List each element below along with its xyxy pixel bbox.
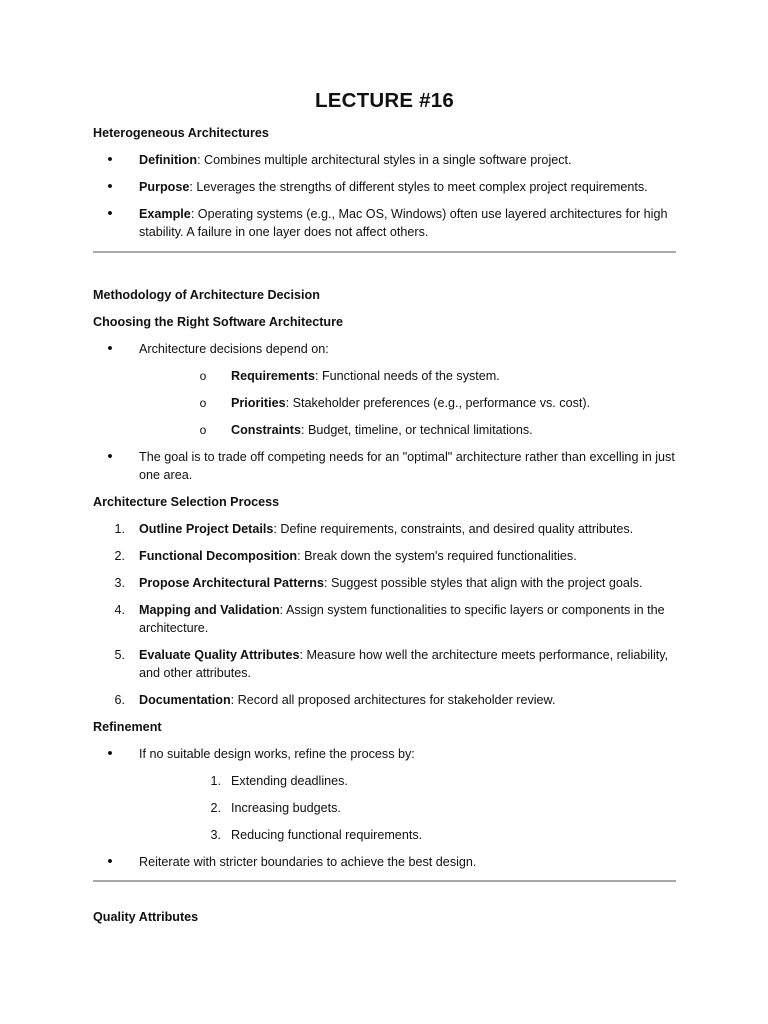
item-term: Priorities — [231, 396, 286, 410]
section-heading-selection: Architecture Selection Process — [93, 495, 280, 509]
list-item — [93, 853, 676, 871]
item-text: Reiterate with stricter boundaries to achieve the best design. — [139, 855, 477, 869]
bullet-marker: • — [107, 178, 113, 195]
item-term: Definition — [139, 153, 198, 167]
numbered-item — [93, 691, 676, 709]
item-text: Extending deadlines. — [231, 774, 348, 788]
numbered-item — [93, 646, 676, 682]
item-number: 6. — [114, 693, 125, 707]
item-text: : Leverages the strengths of different styles to meet complex project requirements. — [189, 180, 648, 194]
item-number: 1. — [210, 774, 221, 788]
sublist-item — [139, 394, 676, 412]
item-term: Evaluate Quality Attributes — [139, 648, 300, 662]
subsection-heading-choosing: Choosing the Right Software Architecture — [93, 315, 344, 329]
section-heading-heterogeneous: Heterogeneous Architectures — [93, 126, 269, 140]
item-text: : Break down the system's required functionalities. — [297, 549, 577, 563]
sublist-item — [139, 367, 676, 385]
section-heading-quality: Quality Attributes — [93, 910, 199, 924]
bullet-marker: • — [107, 448, 113, 465]
item-text: : Operating systems (e.g., Mac OS, Windows) often use layered architectures for high stability. A failure in one layer does not affect others. — [139, 207, 668, 239]
item-text: Architecture decisions depend on: — [139, 342, 329, 356]
list-item — [93, 745, 676, 844]
item-number: 2. — [210, 801, 221, 815]
item-text: : Suggest possible styles that align with the project goals. — [324, 576, 643, 590]
item-term: Requirements — [231, 369, 315, 383]
selection-steps-list — [93, 520, 676, 709]
item-text: Reducing functional requirements. — [231, 828, 423, 842]
item-text: : Record all proposed architectures for stakeholder review. — [230, 693, 556, 707]
list-item — [93, 178, 676, 196]
refinement-steps-sublist — [139, 772, 676, 844]
item-number: 2. — [114, 549, 125, 563]
item-term: Outline Project Details — [139, 522, 274, 536]
item-text: If no suitable design works, refine the process by: — [139, 747, 415, 761]
item-text: : Define requirements, constraints, and desired quality attributes. — [273, 522, 634, 536]
item-term: Documentation — [139, 693, 231, 707]
item-text: Increasing budgets. — [231, 801, 341, 815]
item-text: The goal is to trade off competing needs for an "optimal" architecture rather than excelling in just one area. — [139, 450, 675, 482]
item-text: : Combines multiple architectural styles in a single software project. — [197, 153, 572, 167]
methodology-list — [93, 340, 676, 484]
document-content — [93, 88, 676, 935]
section-heading-refinement: Refinement — [93, 720, 162, 734]
item-term: Purpose — [139, 180, 190, 194]
item-number: 1. — [114, 522, 125, 536]
bullet-marker: • — [107, 745, 113, 762]
sublist-item — [139, 421, 676, 439]
sub-bullet-marker: o — [199, 396, 207, 410]
sub-bullet-marker: o — [199, 423, 207, 437]
bullet-marker: • — [107, 853, 113, 870]
refinement-list — [93, 745, 676, 871]
numbered-item — [93, 547, 676, 565]
item-number: 4. — [114, 603, 125, 617]
item-number: 3. — [114, 576, 125, 590]
heterogeneous-list — [93, 151, 676, 241]
page-title: LECTURE #16 — [315, 89, 454, 112]
numbered-item — [93, 574, 676, 592]
numbered-item — [93, 520, 676, 538]
item-term: Example — [139, 207, 191, 221]
list-item — [93, 448, 676, 484]
item-number: 3. — [210, 828, 221, 842]
item-text: : Functional needs of the system. — [314, 369, 500, 383]
item-text: : Budget, timeline, or technical limitations. — [300, 423, 533, 437]
list-item — [93, 151, 676, 169]
bullet-marker: • — [107, 205, 113, 222]
numbered-item — [93, 601, 676, 637]
bullet-marker: • — [107, 340, 113, 357]
sublist-item — [139, 799, 676, 817]
list-item — [93, 205, 676, 241]
item-term: Functional Decomposition — [139, 549, 298, 563]
horizontal-divider — [93, 880, 676, 882]
sub-bullet-marker: o — [199, 369, 207, 383]
sublist-item — [139, 826, 676, 844]
section-heading-methodology: Methodology of Architecture Decision — [93, 288, 320, 302]
item-text: : Assign system functionalities to specific layers or components in the architecture. — [139, 603, 665, 635]
item-term: Propose Architectural Patterns — [139, 576, 324, 590]
list-item — [93, 340, 676, 439]
item-text: : Measure how well the architecture meets performance, reliability, and other attributes. — [139, 648, 669, 680]
sublist-item — [139, 772, 676, 790]
horizontal-divider — [93, 251, 676, 253]
item-term: Mapping and Validation — [139, 603, 280, 617]
item-term: Constraints — [231, 423, 301, 437]
item-number: 5. — [114, 648, 125, 662]
bullet-marker: • — [107, 151, 113, 168]
item-text: : Stakeholder preferences (e.g., performance vs. cost). — [285, 396, 591, 410]
factors-sublist — [139, 367, 676, 439]
